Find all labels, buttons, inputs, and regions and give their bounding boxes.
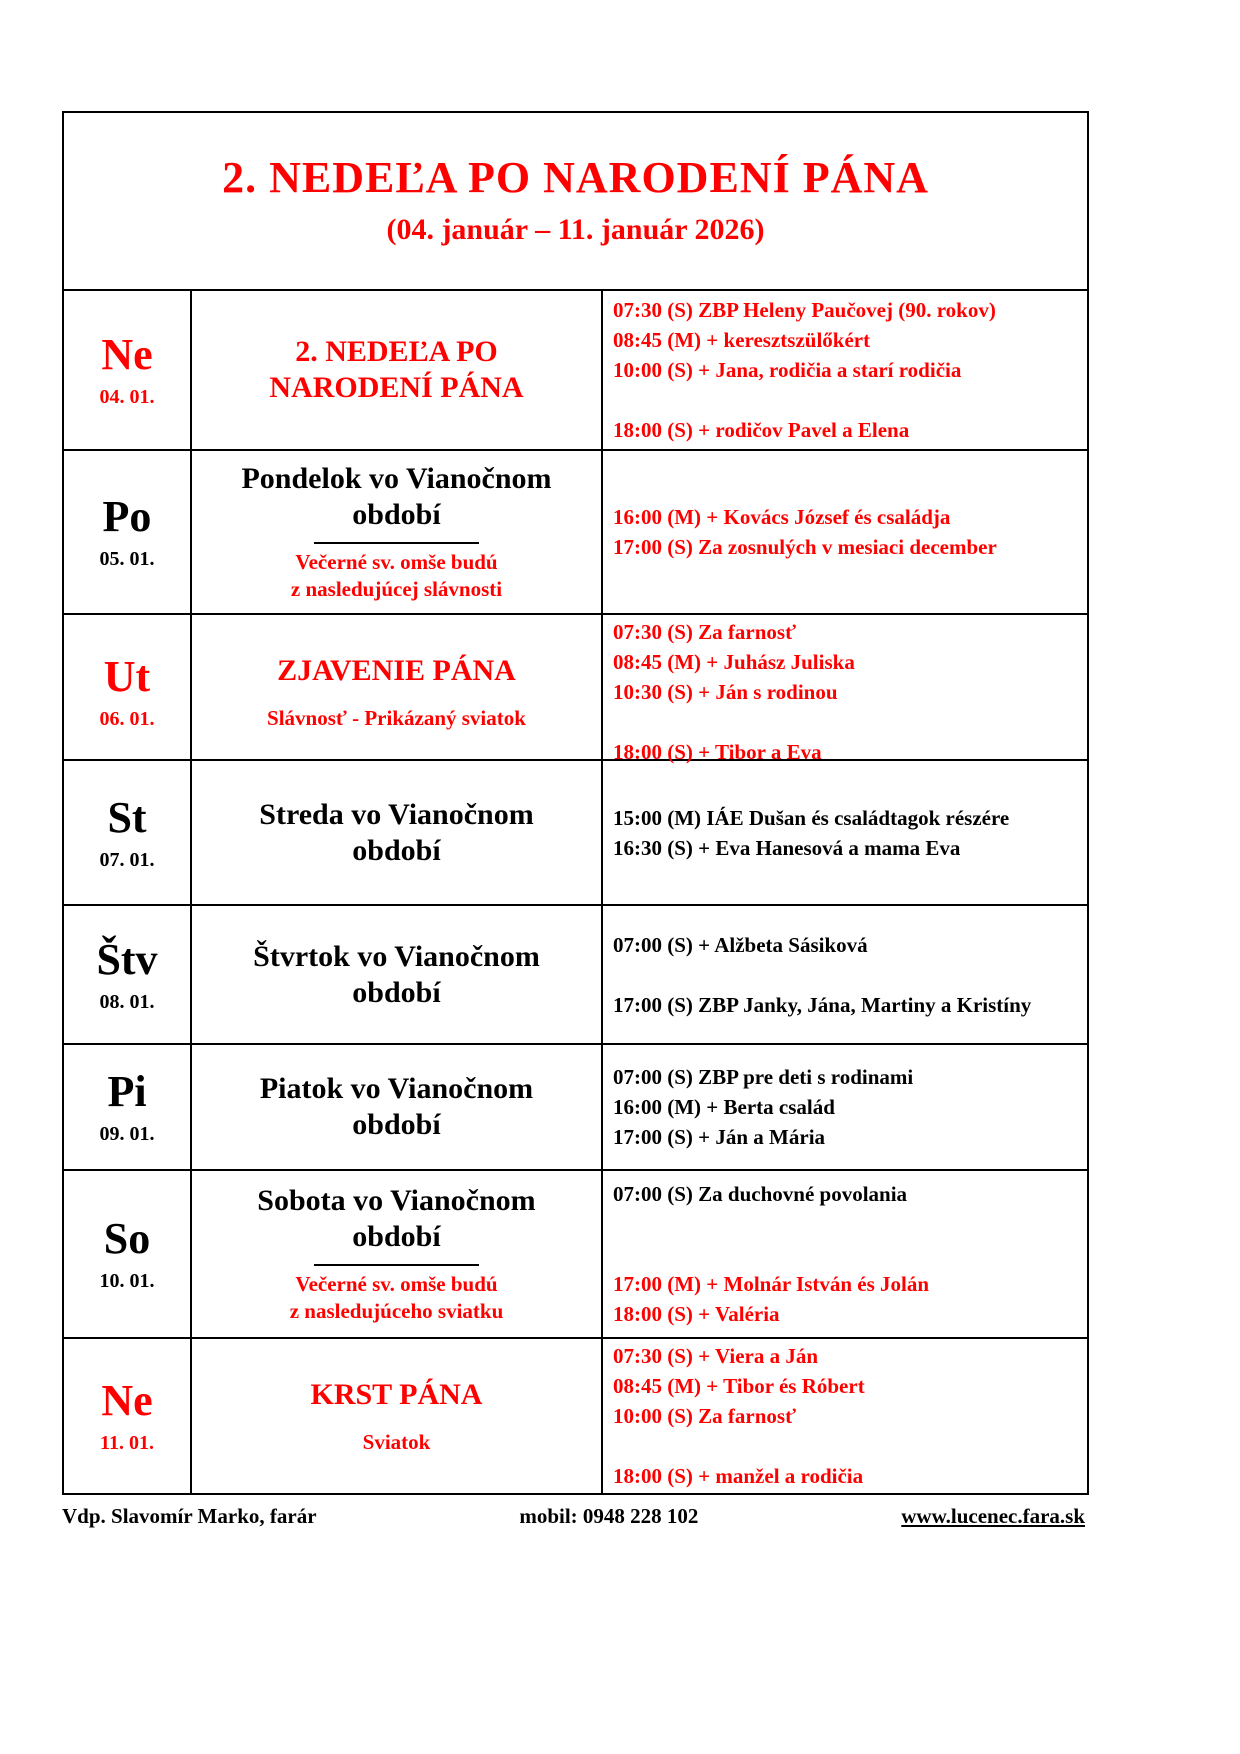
mass-times-cell (603, 906, 1087, 1043)
page-title: 2. NEDEĽA PO NARODENÍ PÁNA (222, 153, 929, 202)
feast-title-line: NARODENÍ PÁNA (269, 371, 524, 404)
feast-title (277, 653, 516, 689)
footer-website (901, 1502, 1085, 1530)
feast-note-line: z nasledujúcej slávnosti (290, 577, 503, 601)
mass-time-line: 07:00 (S) Za duchovné povolania (613, 1182, 908, 1206)
mass-time-line: 17:00 (S) ZBP Janky, Jána, Martiny a Kristíny (613, 992, 1032, 1017)
feast-title-line: období (352, 833, 441, 867)
mass-time-line: 07:30 (S) + Viera a Ján (613, 1344, 819, 1368)
mass-time-line: 18:00 (S) + rodičov Pavel a Elena (613, 418, 910, 442)
feast-cell (192, 615, 603, 769)
mass-time-line: 18:00 (S) + Tibor a Eva (613, 740, 822, 764)
mass-time-line: 10:00 (S) Za farnosť (613, 1404, 797, 1428)
mass-time-line: 10:30 (S) + Ján s rodinou (613, 680, 838, 704)
schedule-row-ne-04 (64, 289, 1087, 449)
day-date: 06. 01. (99, 708, 155, 730)
feast-title-line: Sobota vo Vianočnom (257, 1184, 536, 1217)
mass-times-cell (603, 615, 1087, 769)
feast-title (259, 797, 533, 869)
footer-mobile-number: mobil: 0948 228 102 (519, 1504, 699, 1528)
day-date: 10. 01. (99, 1270, 155, 1292)
mass-time-line: 08:45 (M) + Tibor és Róbert (613, 1374, 865, 1398)
mass-time-line: 18:00 (S) + Valéria (613, 1302, 780, 1326)
mass-time-line: 08:45 (M) + keresztszülőkért (613, 328, 871, 352)
feast-note (290, 1271, 504, 1325)
mass-time-line-blank (613, 1209, 1083, 1239)
mass-times-cell (603, 1339, 1087, 1493)
feast-note-line: z nasledujúceho sviatku (289, 1299, 504, 1323)
day-abbr: St (107, 792, 147, 842)
feast-title-line: období (352, 498, 441, 531)
feast-cell (192, 906, 603, 1043)
mass-time-line: 07:30 (S) Za farnosť (613, 620, 797, 644)
feast-title (253, 939, 540, 1011)
feast-title-line: KRST PÁNA (310, 1377, 483, 1411)
day-date: 09. 01. (99, 1123, 155, 1145)
footer-priest-name: Vdp. Slavomír Marko, farár (62, 1504, 317, 1528)
day-date: 04. 01. (99, 386, 155, 408)
feast-title-line: období (352, 1220, 441, 1253)
feast-cell (192, 451, 603, 613)
mass-time-line: 16:00 (M) + Kovács József és családja (613, 505, 951, 529)
mass-time-line-blank (613, 385, 1083, 415)
mass-time-line-blank (613, 1431, 1083, 1461)
feast-title (269, 334, 523, 406)
mass-time-line: 10:00 (S) + Jana, rodičia a starí rodičia (613, 358, 962, 382)
feast-note-line: Večerné sv. omše budú (295, 1272, 498, 1296)
feast-note-line: Sviatok (362, 1429, 431, 1454)
schedule-row-pi-09 (64, 1043, 1087, 1169)
schedule-row-st-07 (64, 759, 1087, 904)
day-date: 08. 01. (99, 990, 155, 1013)
day-cell (64, 451, 192, 613)
feast-cell (192, 291, 603, 449)
schedule-table (62, 111, 1089, 1495)
feast-cell (192, 761, 603, 904)
feast-title-line: Piatok vo Vianočnom (259, 1072, 534, 1105)
mass-time-line: 07:30 (S) ZBP Heleny Paučovej (90. rokov) (613, 298, 996, 322)
schedule-row-po-05 (64, 449, 1087, 613)
day-abbr: Po (102, 492, 152, 541)
feast-title-line: ZJAVENIE PÁNA (277, 653, 516, 687)
day-date: 07. 01. (99, 848, 155, 871)
mass-times-cell (603, 291, 1087, 449)
day-abbr: Ne (101, 330, 153, 379)
feast-cell (192, 1171, 603, 1337)
feast-note (363, 1429, 431, 1456)
mass-time-line: 17:00 (S) Za zosnulých v mesiaci december (613, 535, 997, 559)
feast-note-line: Slávnosť - Prikázaný sviatok (267, 705, 526, 730)
feast-cell (192, 1339, 603, 1493)
feast-note (267, 705, 526, 732)
feast-title-line: 2. NEDEĽA PO (295, 335, 498, 368)
mass-time-line-blank (613, 960, 1083, 990)
day-cell (64, 1339, 192, 1493)
day-date: 11. 01. (100, 1432, 154, 1454)
feast-divider-rule (314, 542, 479, 544)
mass-time-line: 07:00 (S) ZBP pre deti s rodinami (613, 1065, 914, 1089)
feast-title-line: Pondelok vo Vianočnom (241, 462, 552, 495)
table-header (64, 113, 1087, 289)
schedule-row-so-10 (64, 1169, 1087, 1337)
day-abbr: Ne (101, 1376, 153, 1425)
mass-time-line: 17:00 (S) + Ján a Mária (613, 1125, 826, 1149)
mass-times-cell (603, 761, 1087, 904)
mass-time-line-blank (613, 707, 1083, 737)
mass-time-line: 17:00 (M) + Molnár István és Jolán (613, 1272, 930, 1296)
feast-note (291, 549, 502, 603)
mass-time-line: 18:00 (S) + manžel a rodičia (613, 1464, 864, 1488)
day-cell (64, 615, 192, 769)
page-subtitle: (04. január – 11. január 2026) (386, 213, 765, 246)
feast-title-line: Štvrtok vo Vianočnom (253, 939, 540, 973)
day-cell (64, 906, 192, 1043)
website-link[interactable]: www.lucenec.fara.sk (901, 1504, 1085, 1528)
mass-times-cell (603, 451, 1087, 613)
day-date: 05. 01. (99, 548, 155, 570)
feast-note-line: Večerné sv. omše budú (295, 550, 498, 574)
feast-cell (192, 1045, 603, 1169)
mass-time-line: 15:00 (M) IÁE Dušan és családtagok részére (613, 805, 1010, 830)
feast-title-line: Streda vo Vianočnom (259, 797, 534, 831)
mass-time-line: 16:00 (M) + Berta család (613, 1095, 835, 1119)
mass-time-line: 16:30 (S) + Eva Hanesová a mama Eva (613, 835, 961, 860)
day-cell (64, 761, 192, 904)
feast-title (257, 1183, 535, 1255)
feast-title-line: období (352, 975, 441, 1009)
schedule-row-ut-06 (64, 613, 1087, 764)
mass-times-cell (603, 1045, 1087, 1169)
day-abbr: Štv (96, 934, 158, 984)
mass-time-line: 08:45 (M) + Juhász Juliska (613, 650, 855, 674)
day-abbr: Ut (103, 652, 151, 701)
day-cell (64, 291, 192, 449)
mass-times-cell (603, 1171, 1087, 1337)
feast-divider-rule (314, 1264, 479, 1266)
mass-time-line: 07:00 (S) + Alžbeta Sásiková (613, 932, 868, 957)
feast-title-line: období (352, 1108, 441, 1141)
day-cell (64, 1171, 192, 1337)
day-abbr: So (103, 1214, 151, 1263)
day-cell (64, 1045, 192, 1169)
page-footer (62, 1502, 1085, 1530)
feast-title (241, 461, 551, 533)
feast-title (260, 1071, 533, 1143)
mass-time-line-blank (613, 1239, 1083, 1269)
schedule-row-stv-08 (64, 904, 1087, 1043)
schedule-row-ne-11 (64, 1337, 1087, 1493)
day-abbr: Pi (107, 1067, 147, 1116)
feast-title (311, 1377, 483, 1413)
